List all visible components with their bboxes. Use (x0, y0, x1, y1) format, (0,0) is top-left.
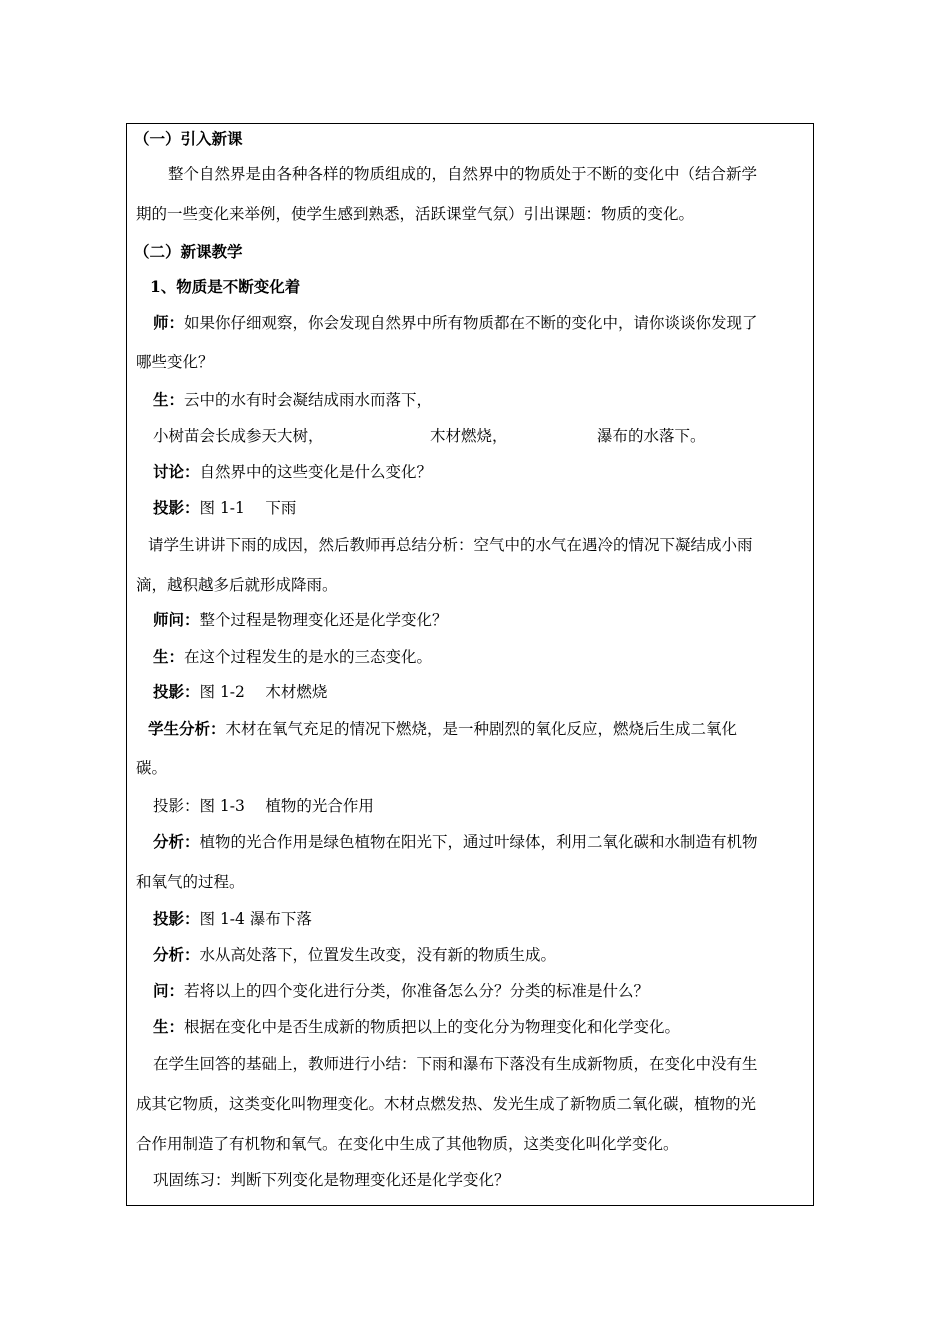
dialogue-text: 整个过程是物理变化还是化学变化？ (199, 611, 448, 629)
intro-paragraph-line: 期的一些变化来举例，使学生感到熟悉，活跃课堂气氛）引出课题：物质的变化。 (136, 205, 695, 223)
projection-line (153, 498, 296, 518)
dialogue-text: 水从高处落下，位置发生改变，没有新的物质生成。 (199, 946, 557, 964)
speaker-label: 分析： (153, 945, 200, 964)
dialogue-text: 自然界中的这些变化是什么变化？ (199, 463, 433, 481)
dialogue-line (153, 1017, 680, 1037)
projection-line (153, 682, 327, 702)
section-heading-new-lesson: （二）新课教学 (134, 242, 243, 261)
dialogue-line (153, 313, 758, 333)
projection-text: 图 1-2 木材燃烧 (199, 683, 328, 701)
speaker-label: 投影： (153, 909, 200, 928)
speaker-label: 投影： (153, 498, 200, 517)
speaker-label: 生： (153, 647, 185, 666)
dialogue-text: 在这个过程发生的是水的三态变化。 (184, 648, 433, 666)
dialogue-text: 根据在变化中是否生成新的物质把以上的变化分为物理变化和化学变化。 (184, 1018, 681, 1036)
paragraph-line: 请学生讲讲下雨的成因，然后教师再总结分析：空气中的水气在遇冷的情况下凝结成小雨 (148, 536, 753, 554)
dialogue-line (153, 981, 649, 1001)
speaker-label: 生： (153, 390, 185, 409)
speaker-label: 讨论： (153, 462, 200, 481)
example-item: 木材燃烧， (430, 427, 508, 445)
subsection-heading: 1、物质是不断变化着 (150, 277, 301, 296)
projection-line: 投影：图 1-3 植物的光合作用 (153, 797, 374, 815)
dialogue-line: 哪些变化？ (136, 353, 214, 371)
dialogue-text: 云中的水有时会凝结成雨水而落下， (184, 391, 433, 409)
dialogue-text: 若将以上的四个变化进行分类，你准备怎么分？分类的标准是什么？ (184, 982, 650, 1000)
intro-paragraph-line: 整个自然界是由各种各样的物质组成的，自然界中的物质处于不断的变化中（结合新学 (168, 165, 758, 183)
speaker-label: 师问： (153, 610, 200, 629)
dialogue-line (153, 462, 432, 482)
projection-text: 图 1-1 下雨 (199, 499, 297, 517)
dialogue-text: 木材在氧气充足的情况下燃烧，是一种剧烈的氧化反应，燃烧后生成二氧化 (225, 720, 738, 738)
practice-line: 巩固练习：判断下列变化是物理变化还是化学变化？ (153, 1171, 510, 1189)
summary-line: 在学生回答的基础上，教师进行小结：下雨和瀑布下落没有生成新物质，在变化中没有生 (153, 1055, 758, 1073)
dialogue-line (153, 832, 758, 852)
speaker-label: 投影： (153, 682, 200, 701)
speaker-label: 分析： (153, 832, 200, 851)
projection-line (153, 909, 312, 929)
example-item: 小树苗会长成参天大树， (153, 427, 324, 445)
speaker-label: 师： (153, 313, 185, 332)
dialogue-line (153, 390, 432, 410)
speaker-label: 学生分析： (148, 719, 226, 738)
dialogue-line (153, 610, 448, 630)
dialogue-text: 植物的光合作用是绿色植物在阳光下，通过叶绿体，利用二氧化碳和水制造有机物 (199, 833, 758, 851)
paragraph-line: 滴，越积越多后就形成降雨。 (136, 576, 338, 594)
dialogue-line (153, 945, 556, 965)
projection-text: 图 1-4 瀑布下落 (199, 910, 312, 928)
example-item: 瀑布的水落下。 (597, 427, 706, 445)
paragraph-line: 碳。 (136, 759, 168, 777)
speaker-label: 生： (153, 1017, 185, 1036)
summary-line: 合作用制造了有机物和氧气。在变化中生成了其他物质，这类变化叫化学变化。 (136, 1135, 679, 1153)
speaker-label: 问： (153, 981, 185, 1000)
dialogue-line (148, 719, 737, 739)
summary-line: 成其它物质，这类变化叫物理变化。木材点燃发热、发光生成了新物质二氧化碳，植物的光 (136, 1095, 757, 1113)
section-heading-intro: （一）引入新课 (134, 129, 243, 148)
dialogue-text: 如果你仔细观察，你会发现自然界中所有物质都在不断的变化中，请你谈谈你发现了 (184, 314, 758, 332)
dialogue-line (153, 647, 432, 667)
paragraph-line: 和氧气的过程。 (136, 873, 245, 891)
